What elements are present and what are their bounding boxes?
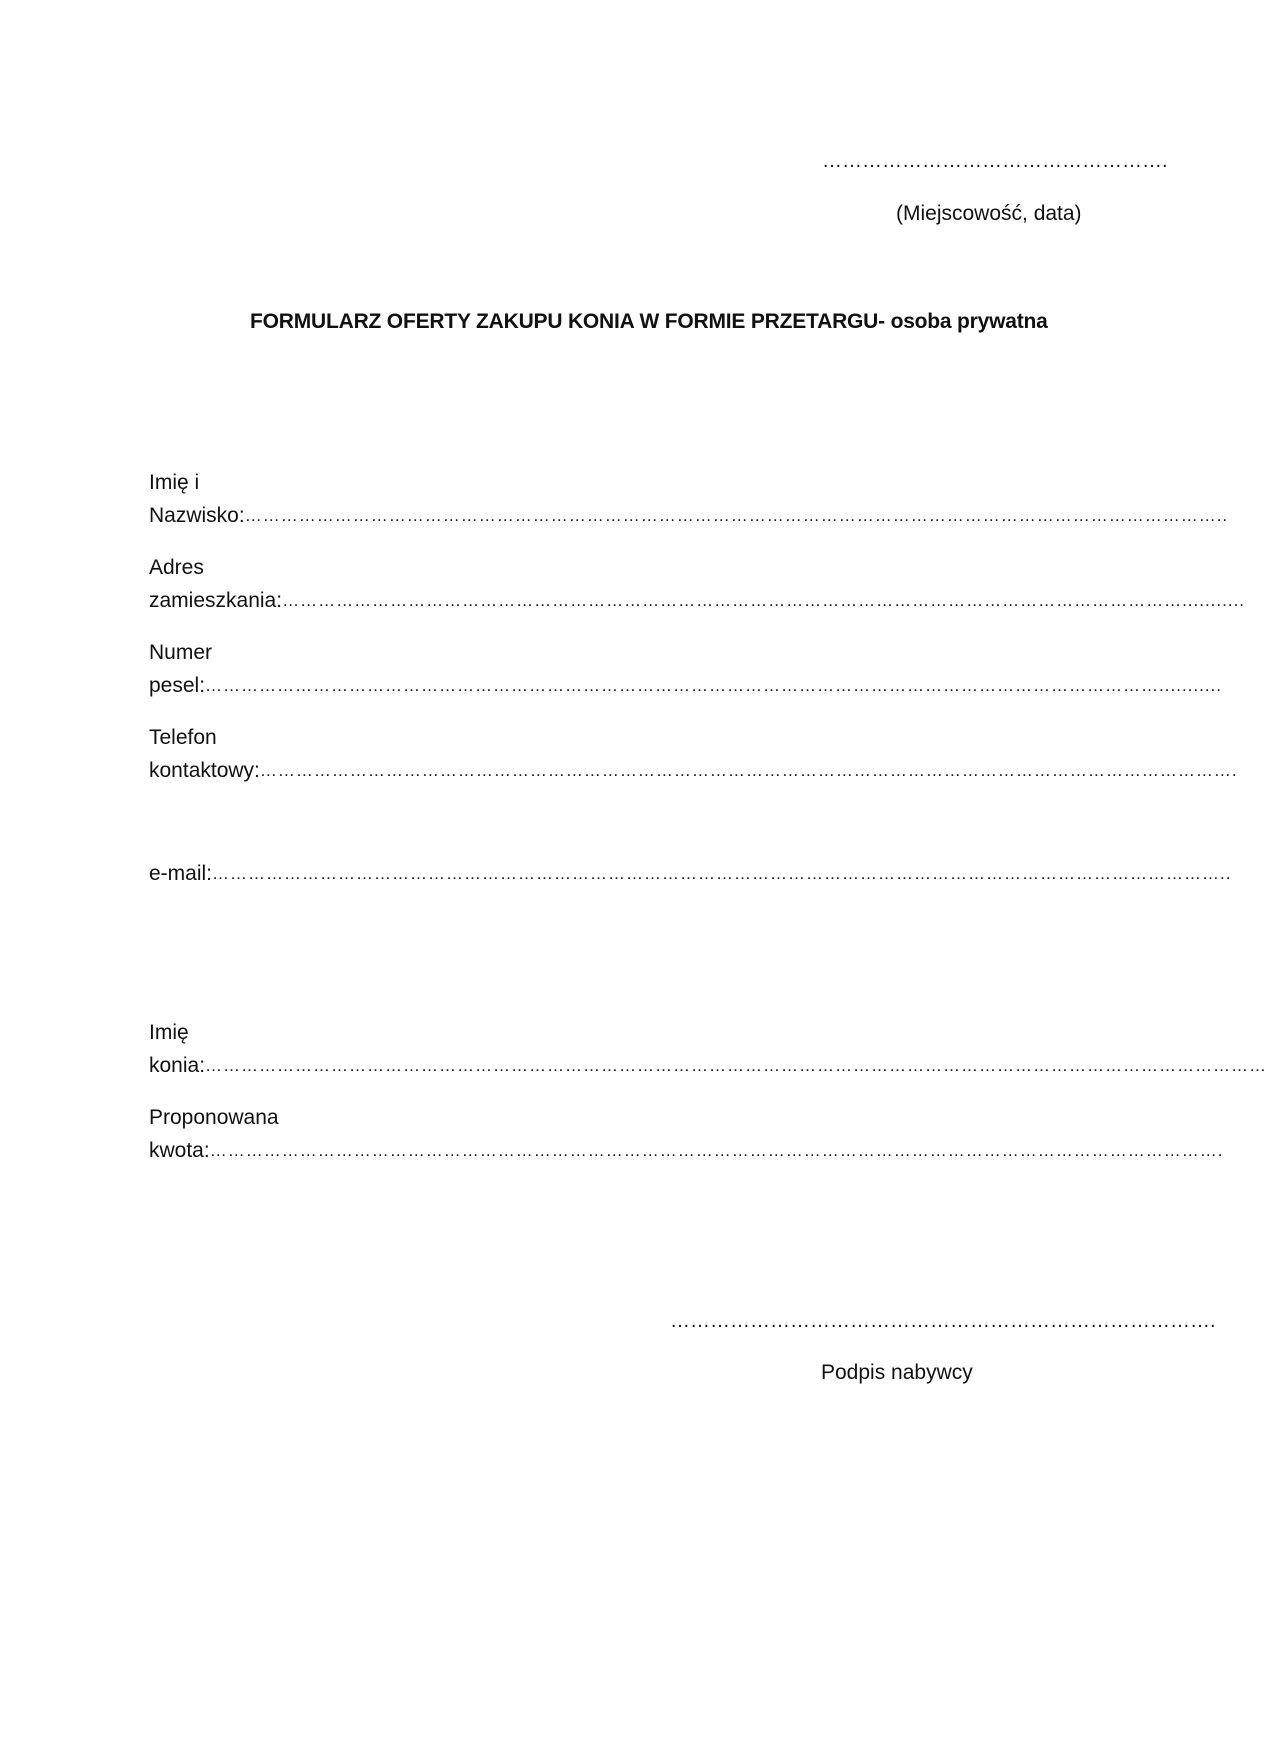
field-pesel-label-line1: Numer [149,641,213,664]
field-email [149,857,1232,890]
field-amount-line[interactable] [149,1134,1224,1167]
signature-label: Podpis nabywcy [821,1361,973,1384]
date-place-dots: ……………………………………………. [822,150,1168,172]
field-phone-dots: ………………………………………………………………………………………………………………………………………………. [259,761,1238,780]
field-horse-name-line[interactable] [149,1049,1267,1082]
field-horse-name [149,1016,1267,1082]
field-horse-name-label-line2: konia: [149,1054,206,1077]
field-amount-label-line1: Proponowana [149,1106,279,1129]
field-horse-name-label-line1: Imię [149,1021,189,1044]
field-pesel [149,636,1223,702]
field-pesel-dots: ……………………………………………………………………………………………………………………………………………........... [205,676,1223,695]
field-pesel-label-line2: pesel: [149,674,206,697]
field-address-label-line2: zamieszkania: [149,589,283,612]
field-name [149,466,1229,532]
field-name-label-line2: Nazwisko: [149,504,245,527]
field-email-dots: …………………………………………………………………………………………………………………………………………………….. [212,864,1232,883]
field-name-dots: ……………………………………………………………………………………………………………………………………………….. [244,506,1229,525]
form-title: FORMULARZ OFERTY ZAKUPU KONIA W FORMIE PRZETARGU- osoba prywatna [250,310,1048,333]
field-horse-name-dots: …………………………………………………………………………………………………………………………………………………………… [205,1056,1267,1075]
date-place-label: (Miejscowość, data) [896,202,1082,225]
field-phone-label-line2: kontaktowy: [149,759,260,782]
field-phone [149,721,1238,787]
field-name-label-line1: Imię i [149,471,200,494]
field-email-label: e-mail: [149,862,213,885]
field-address-dots: ……………………………………………………………………………………………………………………………………........... [282,591,1246,610]
field-amount [149,1101,1224,1167]
field-name-line[interactable] [149,499,1229,532]
field-amount-label-line2: kwota: [149,1139,210,1162]
signature-dots: ………………………………………………………………………. [670,1310,1216,1332]
field-address [149,551,1246,617]
field-email-line[interactable] [149,857,1232,890]
field-pesel-line[interactable] [149,669,1223,702]
field-phone-label-line1: Telefon [149,726,217,749]
field-amount-dots: ……………………………………………………………………………………………………………………………………………………. [209,1141,1224,1160]
field-address-line[interactable] [149,584,1246,617]
field-address-label-line1: Adres [149,556,204,579]
field-phone-line[interactable] [149,754,1238,787]
